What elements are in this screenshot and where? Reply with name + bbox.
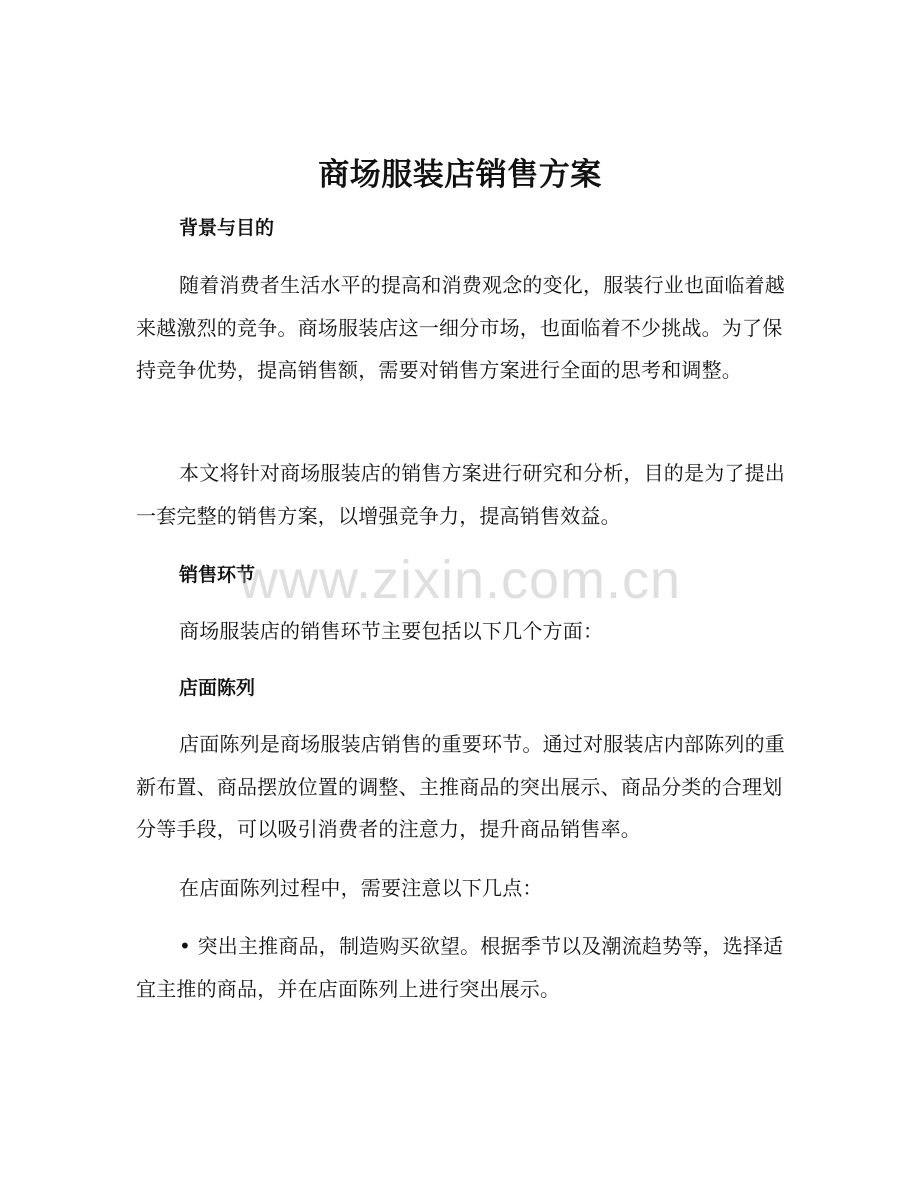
paragraph-sales-intro: 商场服装店的销售环节主要包括以下几个方面：	[179, 619, 604, 643]
section-heading-sales: 销售环节	[179, 564, 256, 586]
section-heading-display: 店面陈列	[179, 677, 256, 699]
watermark: www.zixin.com.cn	[238, 550, 682, 610]
bullet-item-display-1: • 突出主推商品，制造购买欲望。根据季节以及潮流趋势等，选择适宜主推的商品，并在店面陈列上进行突出展示。	[136, 934, 784, 1001]
paragraph-background-2: 本文将针对商场服装店的销售方案进行研究和分析，目的是为了提出一套完整的销售方案，以增强竞争力，提高销售效益。	[136, 461, 785, 528]
paragraph-background-1: 随着消费者生活水平的提高和消费观念的变化，服装行业也面临着越来越激烈的竞争。商场服装店这一细分市场，也面临着不少挑战。为了保持竞争优势，提高销售额，需要对销售方案进行全面的思考和调整。	[136, 273, 785, 382]
section-heading-background: 背景与目的	[179, 217, 275, 239]
document-title: 商场服装店销售方案	[318, 157, 602, 193]
paragraph-display-1: 店面陈列是商场服装店销售的重要环节。通过对服装店内部陈列的重新布置、商品摆放位置的调整、主推商品的突出展示、商品分类的合理划分等手段，可以吸引消费者的注意力，提升商品销售率。	[136, 732, 785, 841]
paragraph-display-2: 在店面陈列过程中，需要注意以下几点：	[179, 876, 543, 900]
